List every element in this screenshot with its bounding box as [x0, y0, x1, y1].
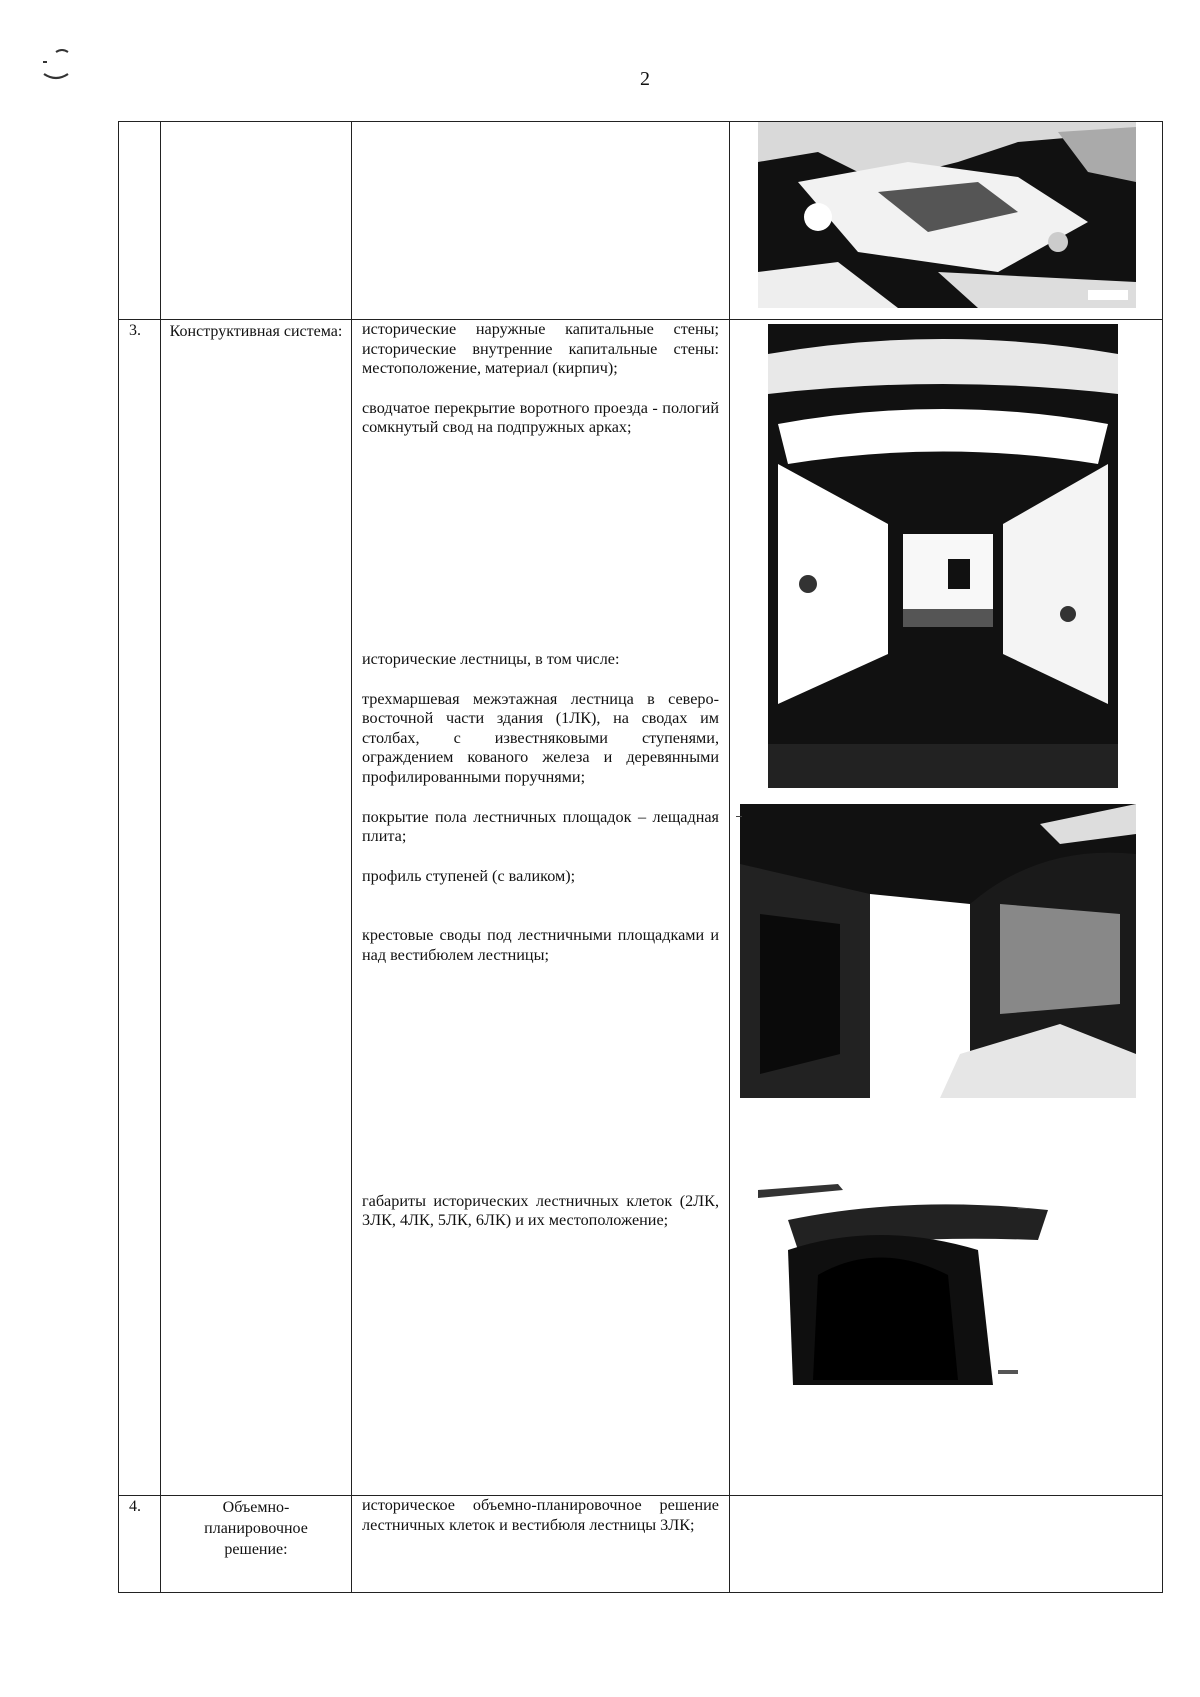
photo-courtyard-roofs	[758, 122, 1136, 308]
photo-gate-passage-vault	[768, 324, 1118, 788]
scan-dash	[1018, 1208, 1028, 1209]
paragraph: историческое объемно-планировочное решение лестничных клеток и вестибюля лестницы 3ЛК;	[362, 1496, 719, 1534]
paragraph: трехмаршевая межэтажная лестница в северо-восточной части здания (1ЛК), на сводах им столбах, с известняковыми ступенями, ограждением кованого железа и деревянными профилированными поручнями;	[362, 689, 719, 786]
row-number: 3.	[119, 320, 161, 1496]
row-heading: Объемно-планировочное решение:	[161, 1496, 352, 1593]
paragraph: сводчатое перекрытие воротного проезда - пологий сомкнутый свод на подпружных арках;	[362, 398, 719, 437]
row-heading: Конструктивная система:	[161, 320, 352, 1496]
paragraph: исторические лестницы, в том числе:	[362, 649, 620, 668]
photo-cross-vaults	[758, 1180, 1058, 1388]
table-row-continuation	[119, 122, 1163, 320]
row-description	[352, 1496, 730, 1593]
paragraph: крестовые своды под лестничными площадками и над вестибюлем лестницы;	[362, 926, 719, 964]
photo-staircase-interior	[740, 804, 1136, 1098]
paragraph: габариты исторических лестничных клеток (2ЛК, 3ЛК, 4ЛК, 5ЛК, 6ЛК) и их местоположение;	[362, 1191, 719, 1230]
photo-cell	[730, 320, 1163, 1496]
photo-cell	[730, 122, 1163, 320]
table-row-4	[119, 1496, 1163, 1593]
document-table	[118, 121, 1163, 1593]
scan-mark-icon	[38, 44, 78, 84]
page-number: 2	[640, 68, 650, 90]
row-description	[352, 320, 730, 1496]
paragraph: покрытие пола лестничных площадок – лещадная плита;	[362, 807, 719, 846]
table-row-3	[119, 320, 1163, 1496]
paragraph: профиль ступеней (с валиком);	[362, 866, 576, 885]
paragraph: исторические наружные капитальные стены; исторические внутренние капитальные стены: местоположение, материал (кирпич);	[362, 320, 719, 378]
row-number: 4.	[119, 1496, 161, 1593]
scan-dash	[736, 816, 742, 817]
